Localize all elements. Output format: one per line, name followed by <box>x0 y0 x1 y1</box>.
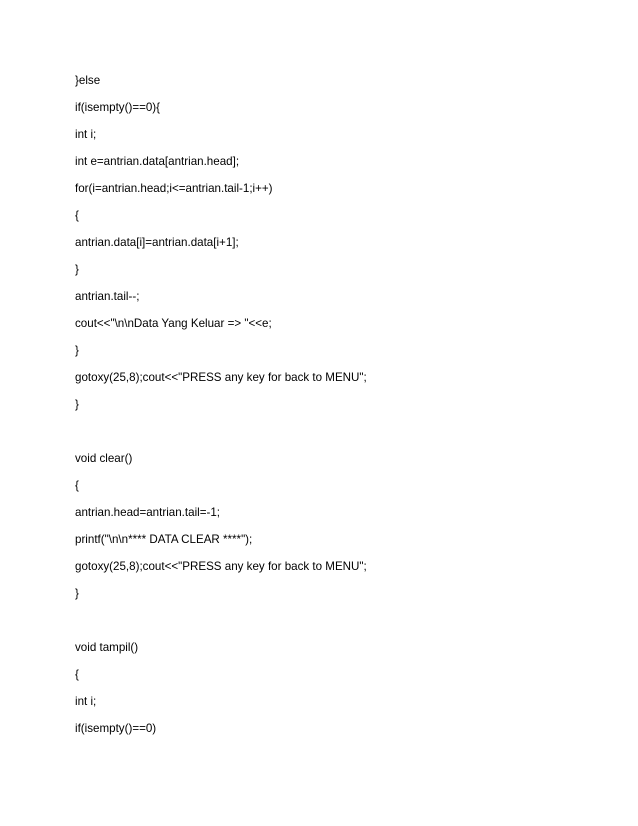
code-line: void tampil() <box>75 641 139 654</box>
code-line: antrian.head=antrian.tail=-1; <box>75 506 221 519</box>
code-line: } <box>75 344 79 357</box>
code-line: }else <box>75 74 101 87</box>
code-line: for(i=antrian.head;i<=antrian.tail-1;i++) <box>75 182 273 195</box>
code-line: if(isempty()==0){ <box>75 101 161 114</box>
code-line: } <box>75 587 79 600</box>
code-line: void clear() <box>75 452 133 465</box>
code-line: } <box>75 263 79 276</box>
code-line: { <box>75 209 79 222</box>
code-line: } <box>75 398 79 411</box>
blank-line <box>75 612 595 639</box>
code-line: { <box>75 479 79 492</box>
code-line: if(isempty()==0) <box>75 722 157 735</box>
code-line: antrian.tail--; <box>75 290 140 303</box>
blank-line <box>75 423 595 450</box>
code-line: gotoxy(25,8);cout<<"PRESS any key for back to MENU"; <box>75 560 367 573</box>
code-line: printf("\n\n**** DATA CLEAR ****"); <box>75 533 253 546</box>
code-line: int i; <box>75 128 97 141</box>
code-line: { <box>75 668 79 681</box>
code-line: int i; <box>75 695 97 708</box>
code-line: gotoxy(25,8);cout<<"PRESS any key for back to MENU"; <box>75 371 367 384</box>
code-line: antrian.data[i]=antrian.data[i+1]; <box>75 236 239 249</box>
code-line: int e=antrian.data[antrian.head]; <box>75 155 240 168</box>
code-listing <box>75 72 595 747</box>
code-line: cout<<"\n\nData Yang Keluar => "<<e; <box>75 317 272 330</box>
